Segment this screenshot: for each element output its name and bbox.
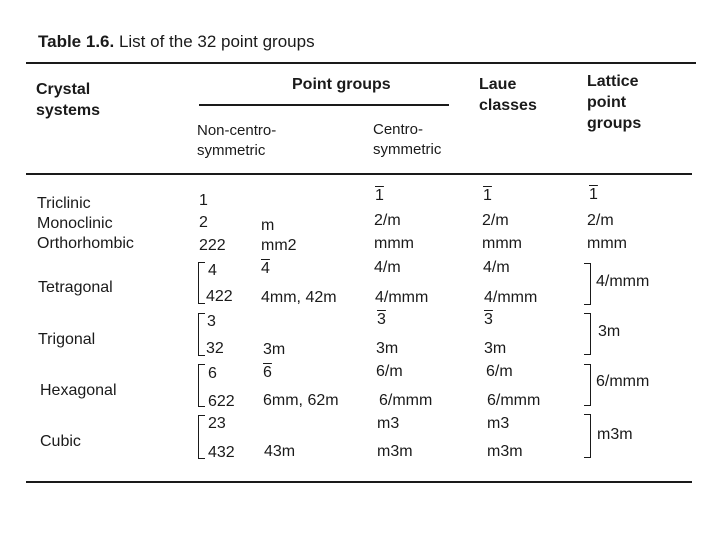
laue-class: 4/mmm [484,289,538,306]
noncentro-group: 222 [199,237,226,254]
noncentro-group: 43m [264,443,296,460]
laue-class: mmm [482,235,522,252]
header-lattice-line3: groups [587,115,642,132]
header-lattice [587,71,641,134]
centro-group: 1 [375,187,384,204]
noncentro-group: 2 [199,214,208,231]
centro-group: 4/mmm [375,289,429,306]
header-centro-line1: Centro- [373,121,424,138]
header-lattice-line2: point [587,94,627,111]
centro-group: mmm [374,235,414,252]
lattice-group: 1 [589,186,598,203]
system-name: Tetragonal [38,279,113,296]
tetragonal-bracket [198,262,205,304]
lattice-group: 6/mmm [596,373,650,390]
header-centro-line2: symmetric [373,141,442,158]
point-groups-rule [199,104,449,106]
noncentro-group: 1 [199,192,208,209]
lattice-group: m3m [597,426,633,443]
centro-group: 3 [377,311,386,328]
laue-class: 2/m [482,212,509,229]
noncentro-group: 23 [208,415,226,432]
header-crystal-line1: Crystal [36,81,91,98]
noncentro-group: 32 [206,340,224,357]
noncentro-group: 622 [208,393,235,410]
centro-group: m3m [377,443,413,460]
header-laue-line1: Laue [479,76,517,93]
header-noncentro-line2: symmetric [197,142,266,159]
header-rule [26,173,692,175]
cubic-bracket [198,415,205,459]
header-non-centro [197,121,276,161]
centro-group: 2/m [374,212,401,229]
system-name: Monoclinic [37,215,113,232]
noncentro-group: 6 [208,365,217,382]
centro-group: 4/m [374,259,401,276]
laue-class: 1 [483,187,492,204]
header-laue-line2: classes [479,97,537,114]
centro-group: 6/mmm [379,392,433,409]
header-centro [373,120,441,160]
table-title [38,32,315,52]
laue-class: 6/m [486,363,513,380]
noncentro-group: 6mm, 62m [263,392,339,409]
hexagonal-lattice-bracket [584,364,591,406]
centro-group: 3m [376,340,399,357]
header-crystal-systems [36,79,100,121]
laue-class: 3m [484,340,507,357]
bottom-rule [26,481,692,483]
centro-group: m3 [377,415,400,432]
header-point-groups: Point groups [292,76,391,93]
laue-class: m3 [487,415,510,432]
system-name: Cubic [40,433,81,450]
noncentro-group: 3 [207,313,216,330]
trigonal-bracket [198,313,205,356]
table-caption: List of the 32 point groups [118,32,315,51]
noncentro-group: 422 [206,288,233,305]
system-name: Hexagonal [40,382,117,399]
noncentro-group: 6 [263,364,272,381]
system-name: Trigonal [38,331,96,348]
laue-class: m3m [487,443,523,460]
header-lattice-line1: Lattice [587,73,639,90]
table-label: Table 1.6. [38,32,115,51]
system-name: Triclinic [37,195,91,212]
centro-group: 6/m [376,363,403,380]
tetragonal-lattice-bracket [584,263,591,305]
lattice-group: 4/mmm [596,273,650,290]
laue-class: 6/mmm [487,392,541,409]
noncentro-group: 4 [261,260,270,277]
laue-class: 3 [484,311,493,328]
hexagonal-bracket [198,364,205,407]
trigonal-lattice-bracket [584,313,591,355]
noncentro-group: 4mm, 42m [261,289,337,306]
noncentro-group: 432 [208,444,235,461]
header-crystal-line2: systems [36,102,101,119]
noncentro-group: 4 [208,262,217,279]
header-noncentro-line1: Non-centro- [197,122,277,139]
system-name: Orthorhombic [37,235,134,252]
lattice-group: 3m [598,323,621,340]
noncentro-group: mm2 [261,237,297,254]
top-rule [26,62,696,64]
lattice-group: mmm [587,235,627,252]
noncentro-group: 3m [263,341,286,358]
cubic-lattice-bracket [584,414,591,458]
noncentro-group: m [261,217,275,234]
laue-class: 4/m [483,259,510,276]
lattice-group: 2/m [587,212,614,229]
header-laue [479,74,537,116]
